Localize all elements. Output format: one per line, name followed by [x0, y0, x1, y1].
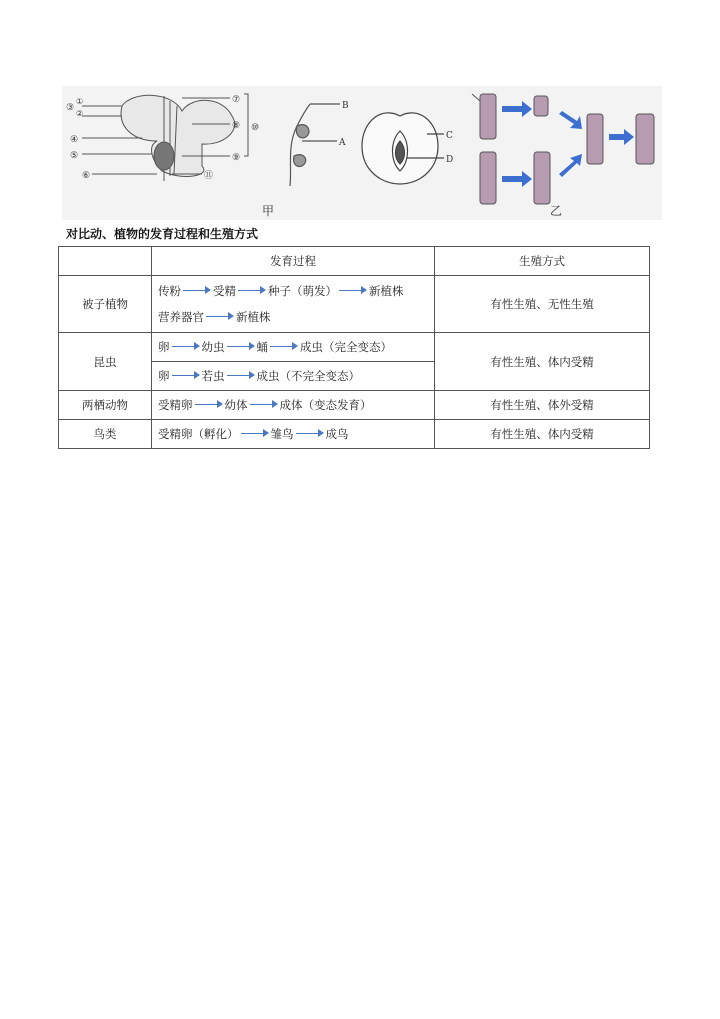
flower-label: ③: [66, 103, 75, 113]
flower-label: ⑤: [70, 151, 79, 161]
process-cell: [152, 362, 435, 391]
stage: 幼体: [224, 398, 248, 412]
comparison-table: [58, 246, 650, 449]
stage: 新植株: [369, 284, 404, 298]
flower-label: ⑧: [232, 121, 241, 131]
seed-label: D: [446, 155, 454, 165]
stage: 成虫（不完全变态）: [256, 369, 360, 383]
header-cell: [59, 247, 152, 276]
table-row: [59, 420, 650, 449]
seed-diagram: [362, 113, 444, 184]
table-header-row: [59, 247, 650, 276]
process-cell: [152, 276, 435, 333]
table-row: [59, 333, 650, 362]
process-cell: [152, 391, 435, 420]
arrow-icon: [250, 399, 278, 411]
stage: 卵: [158, 340, 170, 354]
process-line: [158, 362, 428, 390]
mode-cell: 有性生殖、体外受精: [435, 391, 650, 420]
flower-label: ⑨: [232, 153, 241, 163]
flower-label: ⑥: [82, 171, 91, 181]
arrow-icon: [339, 285, 367, 297]
stage: 营养器官: [158, 310, 204, 324]
mode-cell: 有性生殖、无性生殖: [435, 276, 650, 333]
figure-caption-right: 乙: [550, 204, 563, 218]
arrow-icon: [227, 370, 255, 382]
stage: 受精: [213, 284, 236, 298]
table-row: [59, 276, 650, 333]
stage: 传粉: [158, 284, 181, 298]
grafting-diagram: [472, 94, 654, 204]
arrow-icon: [183, 285, 211, 297]
header-cell: 发育过程: [152, 247, 435, 276]
process-line: [158, 333, 428, 361]
header-cell: 生殖方式: [435, 247, 650, 276]
seedling-label: B: [342, 101, 349, 111]
stage: 幼虫: [201, 340, 225, 354]
stage: 成鸟: [325, 427, 349, 441]
stage: 卵: [158, 369, 170, 383]
arrow-icon: [172, 341, 200, 353]
arrow-icon: [206, 311, 234, 323]
stage: 种子（萌发）: [268, 284, 337, 298]
flower-label: ⑩: [251, 123, 260, 133]
biology-figure: [62, 86, 662, 220]
flower-label: ⑪: [204, 171, 214, 181]
figure-caption-left: 甲: [262, 204, 275, 218]
arrow-icon: [241, 428, 269, 440]
group-cell: 两栖动物: [59, 391, 152, 420]
stage: 成虫（完全变态）: [300, 340, 392, 354]
process-line: [158, 420, 428, 448]
arrow-icon: [172, 370, 200, 382]
stage: 受精卵: [158, 398, 193, 412]
seedling-label: A: [339, 138, 346, 148]
process-line: [158, 278, 428, 304]
arrow-icon: [238, 285, 266, 297]
process-line: [158, 391, 428, 419]
process-line: [158, 304, 428, 330]
arrow-icon: [270, 341, 298, 353]
figure-drawing: [62, 86, 662, 220]
stage: 受精卵（孵化）: [158, 427, 239, 441]
seed-label: C: [446, 131, 453, 141]
flower-diagram: [82, 94, 248, 181]
stage: 雏鸟: [270, 427, 294, 441]
group-cell: 鸟类: [59, 420, 152, 449]
flower-label: ④: [70, 135, 79, 145]
stage: 成体（变态发育）: [279, 398, 372, 412]
group-cell: 被子植物: [59, 276, 152, 333]
stage: 新植株: [236, 310, 271, 324]
process-cell: [152, 420, 435, 449]
section-heading: 对比动、植物的发育过程和生殖方式: [66, 227, 259, 241]
flower-label: ⑦: [232, 95, 241, 105]
stage: 若虫: [201, 369, 225, 383]
flower-label: ②: [76, 109, 84, 118]
arrow-icon: [195, 399, 223, 411]
mode-cell: 有性生殖、体内受精: [435, 333, 650, 391]
process-cell: [152, 333, 435, 362]
mode-cell: 有性生殖、体内受精: [435, 420, 650, 449]
seedling-diagram: [290, 104, 340, 186]
flower-label: ①: [76, 97, 84, 106]
group-cell: 昆虫: [59, 333, 152, 391]
table-row: [59, 391, 650, 420]
arrow-icon: [227, 341, 255, 353]
arrow-icon: [296, 428, 324, 440]
stage: 蛹: [256, 340, 268, 354]
